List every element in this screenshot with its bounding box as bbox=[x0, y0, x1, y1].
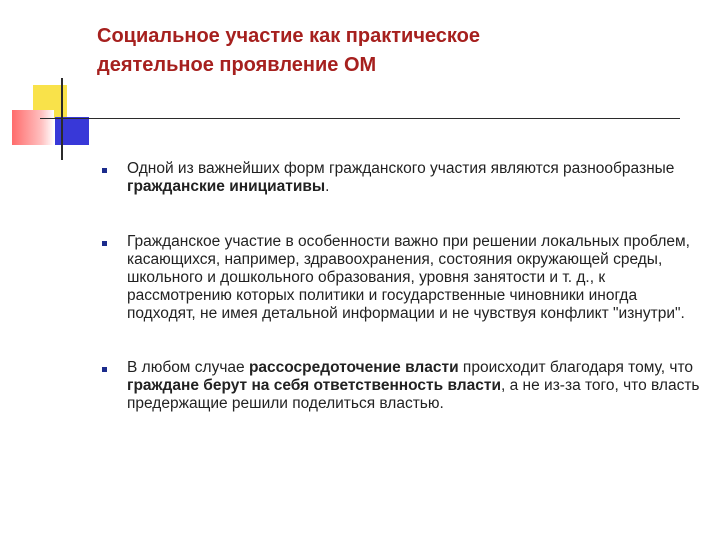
bullet-text-part: Гражданское участие в особенности важно при решении локальных проблем, касающихся, например, здравоохранения, состояния окружающей среды, школьного и дошкольного образования, уровня занятости и т. д., к рассмотрению которых политики и государственные чиновники иногда подходят, не имея детальной информации и не чувствуя конфликт "изнутри". bbox=[127, 233, 690, 322]
bullet-text-part: Одной из важнейших форм гражданского участия являются разнообразные bbox=[127, 160, 675, 177]
slide-title-line: Социальное участие как практическое bbox=[97, 25, 480, 47]
bullet-item bbox=[100, 359, 705, 413]
bullet-text bbox=[127, 359, 705, 413]
bullet-list bbox=[100, 160, 705, 450]
bullet-text-part: происходит благодаря тому, что bbox=[458, 359, 693, 376]
slide-title-line: деятельное проявление ОМ bbox=[97, 54, 377, 76]
bullet-text-part: . bbox=[325, 178, 330, 195]
bullet-item bbox=[100, 160, 705, 196]
bullet-text-emphasis: рассосредоточение власти bbox=[248, 359, 459, 376]
bullet-marker-icon bbox=[102, 367, 107, 372]
bullet-text-emphasis: гражданские инициативы bbox=[127, 178, 326, 195]
decorative-red-square bbox=[12, 110, 54, 145]
title-divider-line bbox=[40, 118, 680, 119]
bullet-marker-icon bbox=[102, 168, 107, 173]
bullet-text-part: В любом случае bbox=[127, 359, 249, 376]
bullet-text bbox=[127, 233, 705, 323]
bullet-text-emphasis: граждане берут на себя ответственность власти bbox=[127, 377, 502, 394]
decorative-vertical-line bbox=[61, 78, 63, 160]
bullet-item bbox=[100, 233, 705, 323]
slide-title bbox=[97, 22, 697, 80]
bullet-marker-icon bbox=[102, 241, 107, 246]
bullet-text bbox=[127, 160, 705, 196]
bullet-text-part: , а не из-за того, что власть предержащие решили поделиться властью. bbox=[127, 377, 700, 412]
